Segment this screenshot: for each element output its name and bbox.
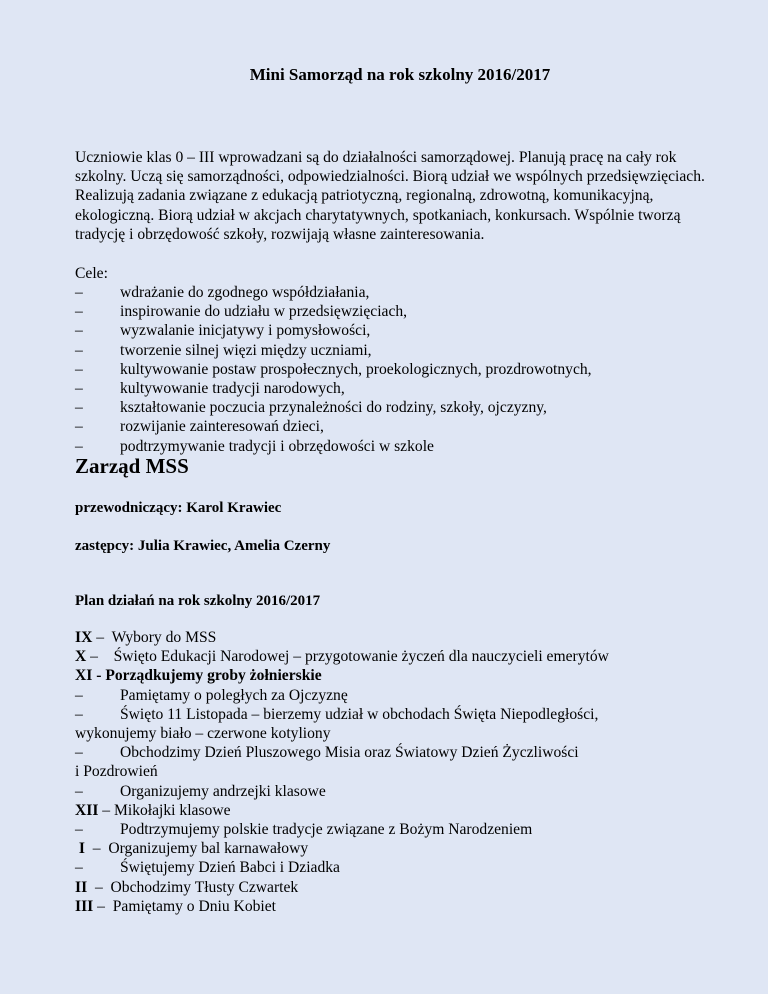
- month-label: XII: [75, 801, 99, 819]
- board-chair: przewodniczący: Karol Krawiec: [75, 500, 282, 516]
- separator: –: [87, 878, 111, 896]
- goal-text: kultywowanie tradycji narodowych,: [120, 380, 345, 398]
- goal-text: wyzwalanie inicjatywy i pomysłowości,: [120, 322, 371, 340]
- intro-paragraph: Uczniowie klas 0 – III wprowadzani są do działalności samorządowej. Planują pracę na cały rok szkolny. Uczą się samorządności, odpowiedzialności. Biorą udział we wspólnych przedsięwzięciach. Realizują zadania związane z edukacją patriotyczną, regionalną, zdrowotną, komunikacyjną, ekologiczną. Biorą udział w akcjach charytatywnych, spotkaniach, konkursach. Wspólnie tworzą tradycję i obrzędowość szkoły, rozwijają własne zainteresowania.: [75, 149, 705, 243]
- dash: –: [75, 341, 83, 359]
- plan-item: [75, 801, 735, 820]
- plan-text: Pamiętamy o poległych za Ojczyznę: [120, 686, 348, 704]
- plan-text-continued: i Pozdrowień: [75, 763, 158, 781]
- separator: –: [92, 629, 112, 646]
- plan-text: Święto Edukacji Narodowej – przygotowanie życzeń dla nauczycieli emerytów: [113, 648, 609, 666]
- plan-item: [75, 743, 735, 781]
- list-item: [75, 417, 735, 436]
- plan-text: Pamiętamy o Dniu Kobiet: [112, 897, 276, 915]
- plan-text: Obchodzimy Dzień Pluszowego Misia oraz Światowy Dzień Życzliwości: [120, 744, 579, 762]
- month-label: IX: [75, 629, 93, 646]
- plan-text: Organizujemy bal karnawałowy: [108, 840, 309, 858]
- plan-text: Organizujemy andrzejki klasowe: [120, 782, 326, 800]
- plan-text: Obchodzimy Tłusty Czwartek: [110, 878, 299, 896]
- separator: –: [86, 648, 114, 666]
- list-item: [75, 379, 735, 398]
- dash: –: [75, 859, 83, 877]
- plan-item: [75, 705, 735, 743]
- goal-text: inspirowanie do udziału w przedsięwzięciach,: [120, 303, 408, 321]
- goals-list: [75, 283, 735, 456]
- list-item: [75, 398, 735, 417]
- plan-item: [75, 839, 735, 858]
- goal-text: wdrażanie do zgodnego współdziałania,: [120, 284, 370, 301]
- plan-text: Podtrzymujemy polskie tradycje związane z Bożym Narodzeniem: [120, 821, 533, 839]
- plan-text-continued: wykonujemy biało – czerwone kotyliony: [75, 725, 331, 743]
- dash: –: [75, 821, 83, 839]
- plan-text: Wybory do MSS: [111, 629, 217, 646]
- goal-text: kultywowanie postaw prospołecznych, proekologicznych, prozdrowotnych,: [120, 360, 592, 378]
- dash: –: [75, 399, 83, 417]
- dash: –: [75, 418, 83, 436]
- list-item: [75, 360, 735, 379]
- board-deputies: zastępcy: Julia Krawiec, Amelia Czerny: [75, 538, 331, 554]
- plan-item: [75, 858, 735, 877]
- month-label: I: [75, 840, 85, 858]
- month-label: X: [75, 648, 87, 666]
- dash: –: [75, 744, 83, 762]
- goal-text: rozwijanie zainteresowań dzieci,: [120, 418, 324, 436]
- board-heading: Zarząd MSS: [75, 454, 189, 478]
- page-title: Mini Samorząd na rok szkolny 2016/2017: [249, 65, 551, 84]
- list-item: [75, 283, 735, 302]
- dash: –: [75, 322, 83, 340]
- plan-text: Świętujemy Dzień Babci i Dziadka: [120, 859, 340, 877]
- plan-text: Święto 11 Listopada – bierzemy udział w obchodach Święta Niepodległości,: [120, 705, 599, 723]
- plan-item: [75, 647, 735, 666]
- plan-item: [75, 820, 735, 839]
- plan-text: Mikołajki klasowe: [114, 801, 231, 819]
- dash: –: [75, 360, 83, 378]
- plan-item: [75, 878, 735, 897]
- separator: -: [92, 667, 106, 685]
- plan-item: [75, 897, 735, 916]
- dash: –: [75, 303, 83, 321]
- plan-item: [75, 628, 735, 647]
- plan-list: [75, 628, 735, 916]
- plan-item: [75, 782, 735, 801]
- month-label: III: [75, 897, 94, 915]
- dash: –: [75, 705, 83, 723]
- dash: –: [75, 284, 83, 301]
- month-label: XI: [75, 667, 93, 685]
- dash: –: [75, 380, 83, 398]
- separator: –: [84, 840, 109, 858]
- separator: –: [98, 801, 114, 819]
- goal-text: tworzenie silnej więzi między uczniami,: [120, 341, 372, 359]
- goal-text: kształtowanie poczucia przynależności do rodziny, szkoły, ojczyzny,: [120, 399, 547, 417]
- list-item: [75, 341, 735, 360]
- plan-title: Plan działań na rok szkolny 2016/2017: [75, 593, 321, 609]
- goals-label: Cele:: [75, 265, 108, 282]
- dash: –: [75, 782, 83, 800]
- separator: –: [93, 897, 113, 915]
- plan-item: [75, 666, 735, 685]
- dash: –: [75, 437, 83, 455]
- plan-item: [75, 686, 735, 705]
- list-item: [75, 321, 735, 340]
- plan-text: Porządkujemy groby żołnierskie: [105, 667, 322, 685]
- goal-text: podtrzymywanie tradycji i obrzędowości w szkole: [120, 437, 434, 455]
- month-label: II: [75, 878, 88, 896]
- dash: –: [75, 686, 83, 704]
- list-item: [75, 302, 735, 321]
